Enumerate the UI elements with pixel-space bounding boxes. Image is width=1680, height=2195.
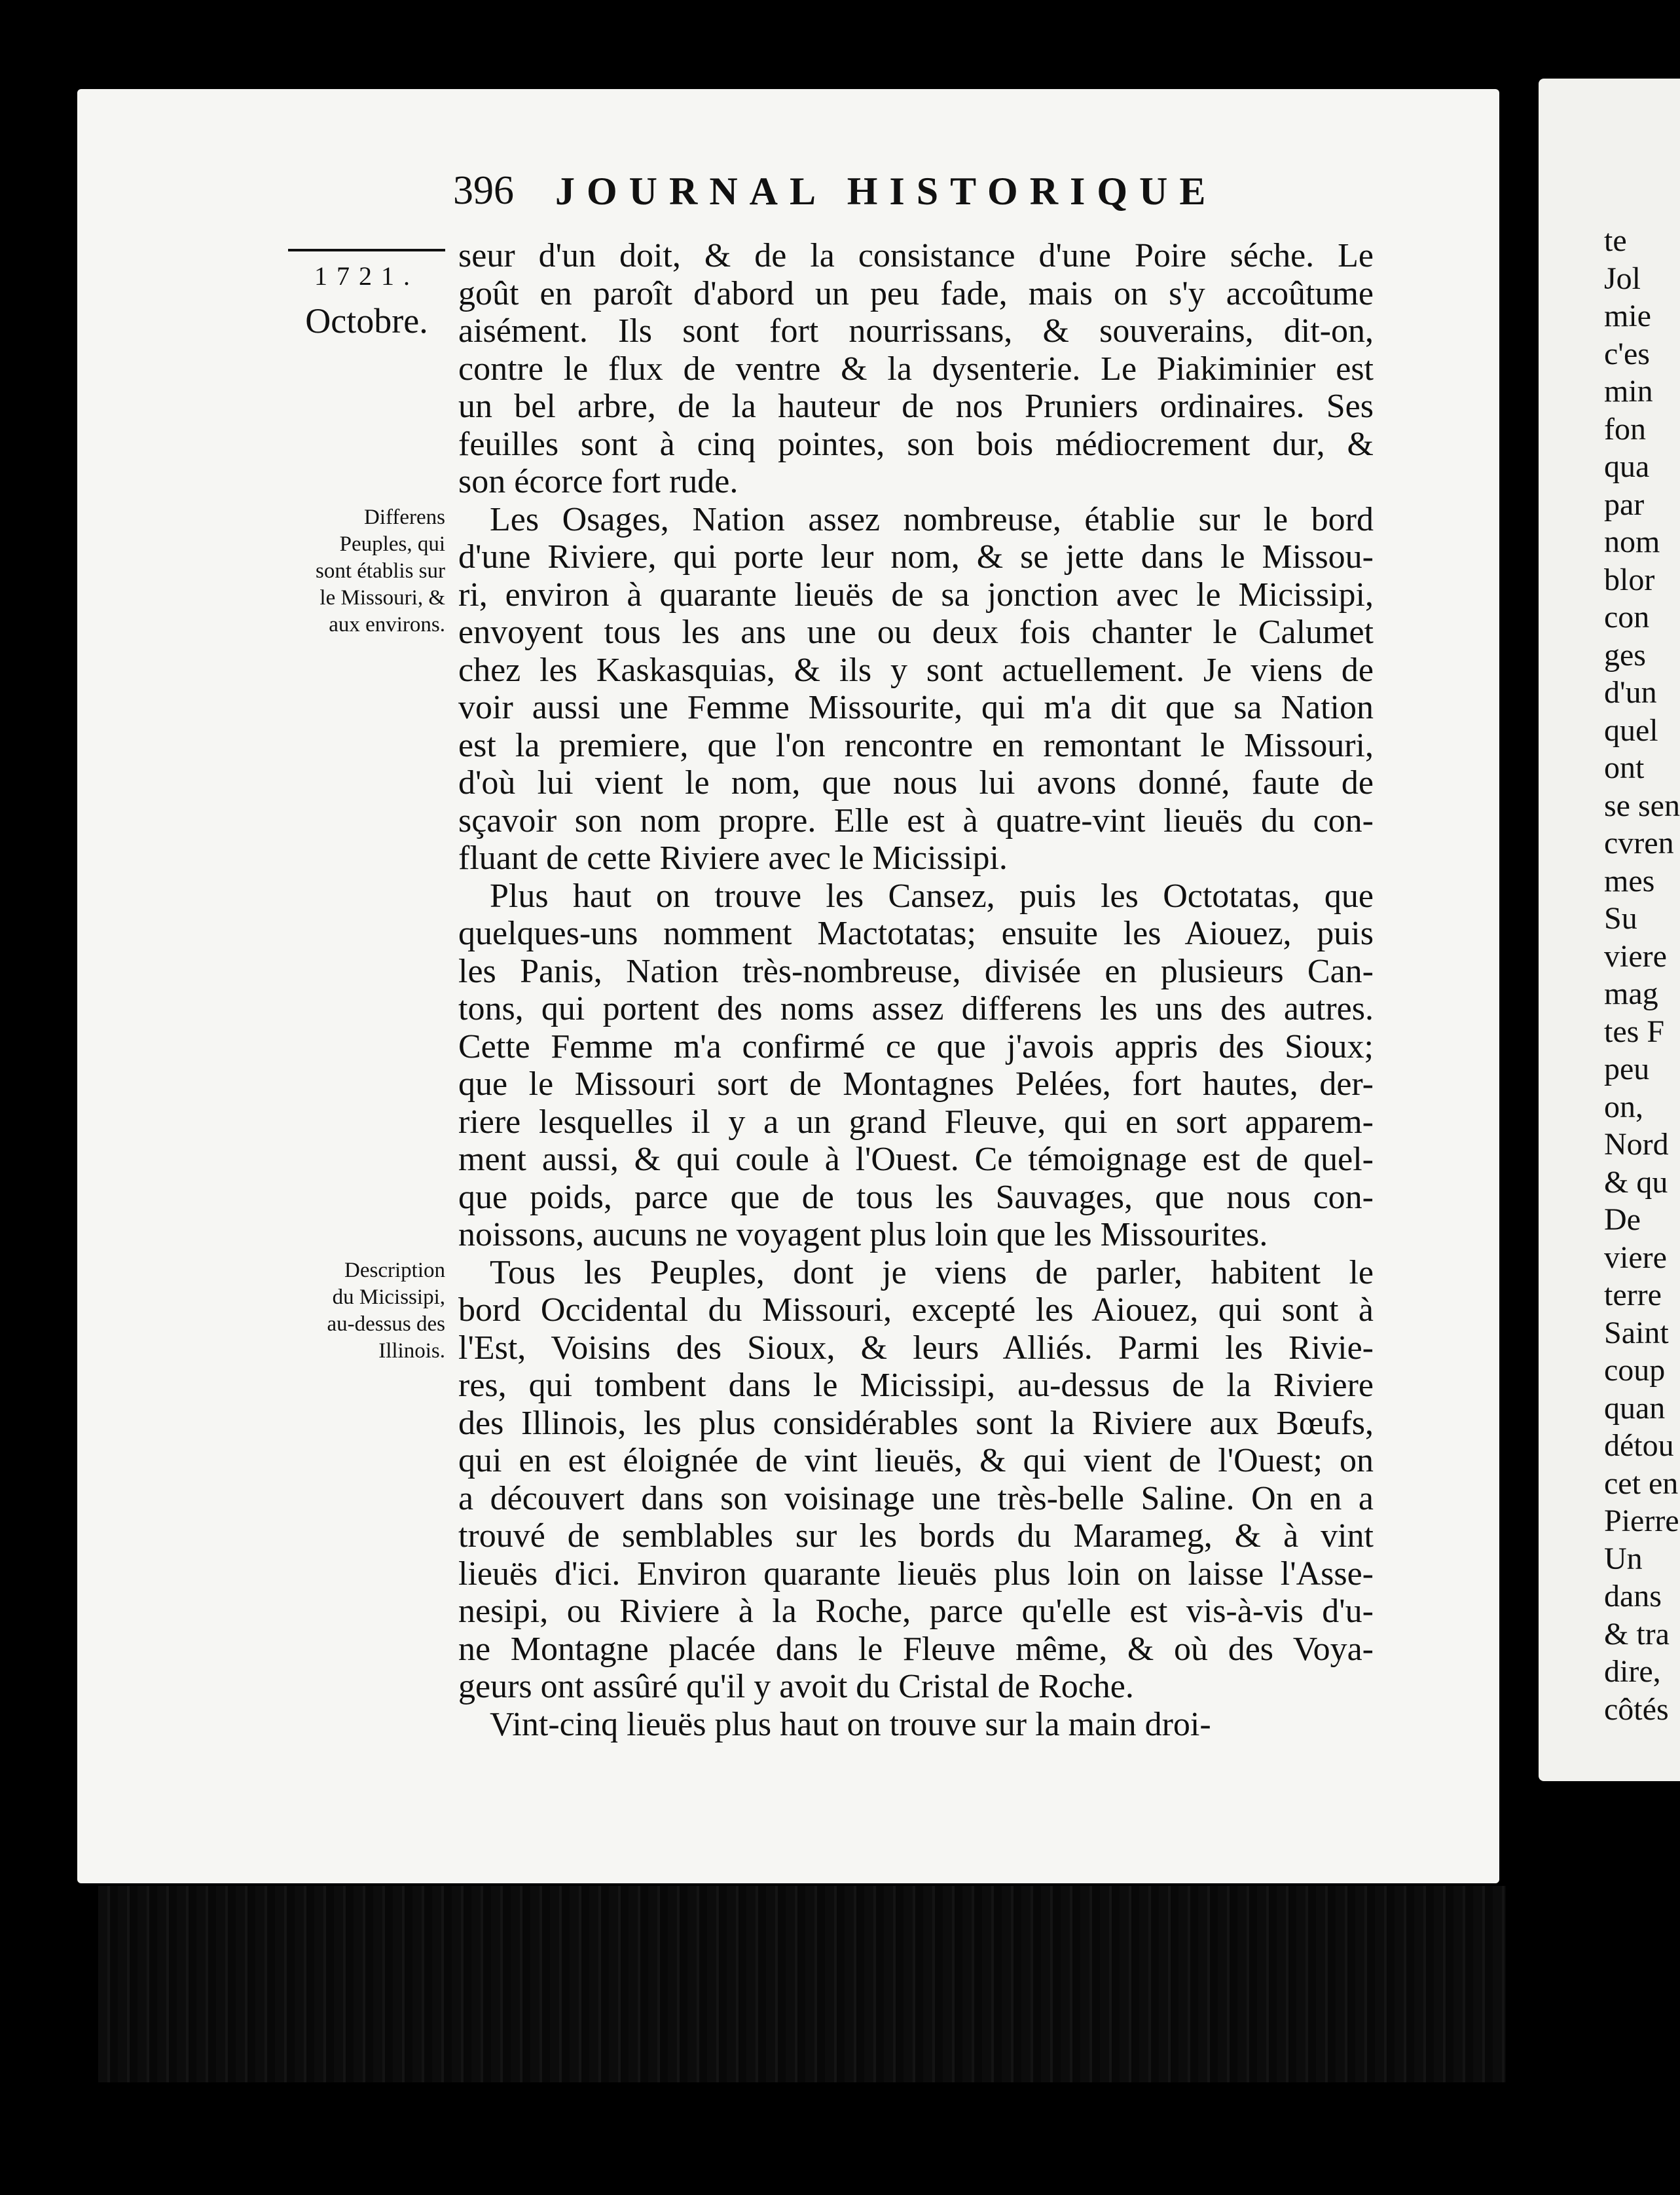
text-line: un bel arbre, de la hauteur de nos Pruniers ordinaires. Ses (458, 388, 1374, 425)
text-line: feuilles sont à cinq pointes, son bois médiocrement dur, & (458, 425, 1374, 463)
text-line: riere lesquelles il y a un grand Fleuve, qui en sort apparem- (458, 1103, 1374, 1141)
text-line: chez les Kaskasquias, & ils y sont actuellement. Je viens de (458, 651, 1374, 689)
facing-page-line: min (1604, 374, 1653, 409)
facing-page-line: dire, (1604, 1654, 1661, 1689)
sidenote-line: aux environs. (329, 613, 445, 636)
text-line: ri, environ à quarante lieuës de sa jonction avec le Micissipi, (458, 576, 1374, 614)
facing-page-line: & tra (1604, 1616, 1670, 1651)
facing-page-line: on, (1604, 1089, 1643, 1124)
facing-page-line: viere (1604, 1240, 1667, 1275)
facing-page-line: quan (1604, 1390, 1666, 1426)
facing-page-line: dans (1604, 1579, 1662, 1614)
text-line: envoyent tous les ans une ou deux fois chanter le Calumet (458, 614, 1374, 651)
facing-page-line: tes F (1604, 1014, 1665, 1049)
facing-page-line: con (1604, 600, 1650, 635)
sidenote-line: Illinois. (378, 1339, 445, 1363)
text-line: ment aussi, & qui coule à l'Ouest. Ce témoignage est de quel- (458, 1141, 1374, 1178)
text-line: Cette Femme m'a confirmé ce que j'avois appris des Sioux; (458, 1027, 1374, 1065)
margin-month: Octobre. (305, 301, 428, 341)
text-line: goût en paroît d'abord un peu fade, mais on s'y accoûtume (458, 274, 1374, 312)
text-line: Tous les Peuples, dont je viens de parler, habitent le (490, 1253, 1374, 1291)
facing-page-line: quel (1604, 712, 1658, 748)
facing-page-line: d'un (1604, 675, 1657, 710)
sidenote-line: le Missouri, & (320, 586, 445, 610)
margin-year: 1721. (314, 261, 419, 291)
facing-page-line: blor (1604, 562, 1655, 597)
facing-page-line: coup (1604, 1353, 1666, 1388)
facing-page-line: Nord (1604, 1127, 1669, 1162)
text-line: Les Osages, Nation assez nombreuse, établie sur le bord (490, 500, 1374, 538)
facing-page-line: Jol (1604, 261, 1641, 296)
facing-page-line: fon (1604, 411, 1646, 447)
facing-page-line: se sen (1604, 788, 1680, 823)
text-line: contre le flux de ventre & la dysenterie. Le Piakiminier est (458, 350, 1374, 388)
facing-page-line: terre (1604, 1278, 1662, 1312)
facing-page-line: Su (1604, 901, 1637, 936)
facing-page-line: qua (1604, 449, 1650, 484)
facing-page-line: c'es (1604, 336, 1650, 371)
facing-page-line: viere (1604, 938, 1667, 974)
facing-page-line: mag (1604, 976, 1658, 1011)
facing-page-line: par (1604, 487, 1645, 522)
text-line: bord Occidental du Missouri, excepté les Aiouez, qui sont à (458, 1291, 1374, 1329)
facing-page-line: cet en (1604, 1466, 1679, 1501)
margin-date (288, 249, 445, 341)
facing-page-line: peu (1604, 1052, 1650, 1086)
sidenote-peoples (288, 504, 445, 638)
facing-page-line: mie (1604, 299, 1651, 333)
text-line: a découvert dans son voisinage une très-belle Saline. On en a (458, 1479, 1374, 1517)
text-line: geurs ont assûré qu'il y avoit du Cristal de Roche. (458, 1668, 1134, 1705)
facing-page-line: nom (1604, 525, 1660, 559)
text-line: lieuës d'ici. Environ quarante lieuës plus loin on laisse l'Asse- (458, 1555, 1374, 1593)
text-line: l'Est, Voisins des Sioux, & leurs Alliés. Parmi les Rivie- (458, 1329, 1374, 1367)
page-header (445, 168, 1362, 227)
running-title: JOURNAL HISTORIQUE (555, 170, 1218, 213)
facing-page-line: mes (1604, 863, 1655, 898)
facing-page-line: Un (1604, 1541, 1643, 1576)
text-line: quelques-uns nomment Mactotatas; ensuite les Aiouez, puis (458, 915, 1374, 952)
sidenote-line: au-dessus des (327, 1312, 445, 1336)
facing-page-line: ont (1604, 750, 1645, 785)
text-line: seur d'un doit, & de la consistance d'une Poire séche. Le (458, 237, 1374, 274)
facing-page-line: Pierre (1604, 1503, 1679, 1538)
facing-page-line: De (1604, 1202, 1641, 1237)
scan-border (98, 1886, 1506, 2082)
sidenote-line: Description (344, 1259, 445, 1282)
text-line: d'une Riviere, qui porte leur nom, & se jette dans le Missou- (458, 538, 1374, 576)
text-line: Vint-cinq lieuës plus haut on trouve sur la main droi- (490, 1705, 1211, 1743)
sidenote-line: Differens (363, 506, 445, 529)
text-line: Plus haut on trouve les Cansez, puis les Octotatas, que (490, 877, 1374, 915)
text-line: est la premiere, que l'on rencontre en remontant le Missouri, (458, 726, 1374, 764)
facing-page-line: te (1604, 223, 1627, 258)
text-line: sçavoir son nom propre. Elle est à quatre-vint lieuës du con- (458, 802, 1374, 839)
sidenote-line: sont établis sur (316, 559, 445, 583)
text-line: aisément. Ils sont fort nourrissans, & souverains, dit-on, (458, 312, 1374, 350)
facing-page-line: ges (1604, 637, 1646, 673)
text-line: noissons, aucuns ne voyagent plus loin que les Missourites. (458, 1216, 1268, 1253)
text-line: son écorce fort rude. (458, 463, 739, 500)
text-line: res, qui tombent dans le Micissipi, au-dessus de la Riviere (458, 1367, 1374, 1404)
text-line: les Panis, Nation très-nombreuse, divisée en plusieurs Can- (458, 952, 1374, 990)
text-line: des Illinois, les plus considérables sont la Riviere aux Bœufs, (458, 1404, 1374, 1442)
page-number: 396 (453, 168, 514, 213)
text-line: que poids, parce que de tous les Sauvages, que nous con- (458, 1178, 1374, 1216)
facing-page-line: détou (1604, 1428, 1674, 1463)
facing-page-line: Saint (1604, 1315, 1669, 1350)
margin-rule (288, 249, 445, 251)
text-line: d'où lui vient le nom, que nous lui avons donné, faute de (458, 764, 1374, 802)
text-line: ne Montagne placée dans le Fleuve même, & où des Voya- (458, 1630, 1374, 1668)
facing-page-line: & qu (1604, 1164, 1668, 1200)
text-line: trouvé de semblables sur les bords du Marameg, & à vint (458, 1517, 1374, 1555)
text-line: fluant de cette Riviere avec le Micissipi. (458, 839, 1008, 877)
text-line: qui en est éloignée de vint lieuës, & qui vient de l'Ouest; on (458, 1442, 1374, 1479)
facing-page-line: cvren (1604, 826, 1674, 860)
body-text (458, 237, 1374, 1743)
sidenote-description (288, 1257, 445, 1365)
text-line: nesipi, ou Riviere à la Roche, parce qu'elle est vis-à-vis d'u- (458, 1593, 1374, 1630)
sidenote-line: du Micissipi, (332, 1285, 445, 1309)
text-line: que le Missouri sort de Montagnes Pelées, fort hautes, der- (458, 1065, 1374, 1103)
text-line: voir aussi une Femme Missourite, qui m'a dit que sa Nation (458, 689, 1374, 726)
text-line: tons, qui portent des noms assez differens les uns des autres. (458, 990, 1374, 1027)
sidenote-line: Peuples, qui (339, 532, 445, 556)
facing-page-line: côtés (1604, 1691, 1669, 1727)
